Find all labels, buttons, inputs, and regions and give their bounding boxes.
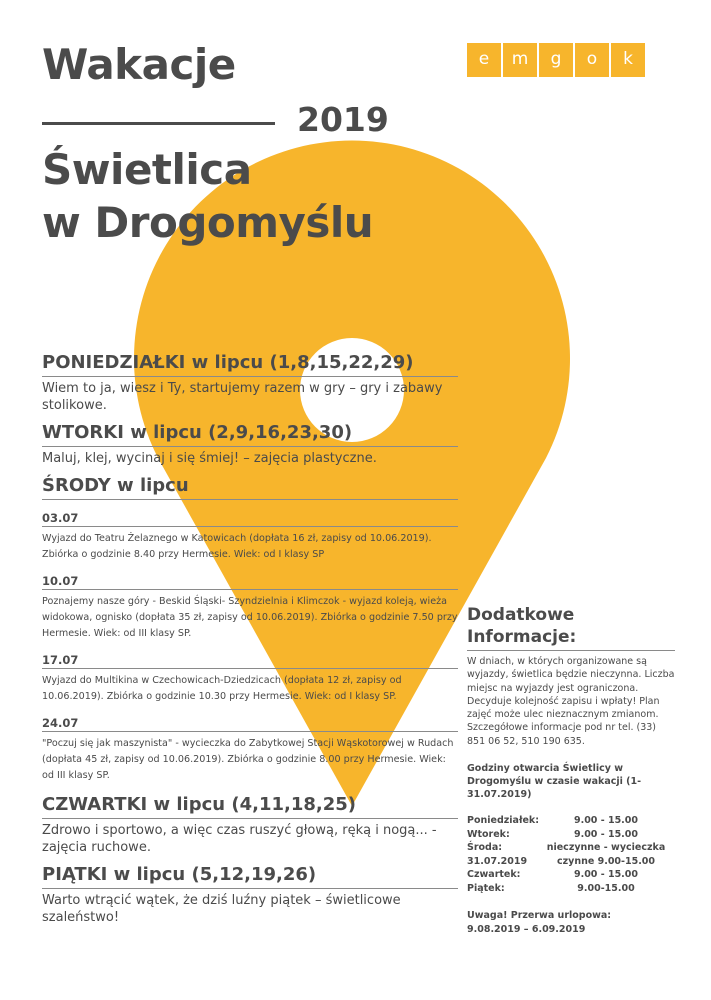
logo-letter: g <box>539 43 573 77</box>
text-monday: Wiem to ja, wiesz i Ty, startujemy razem w gry – gry i zabawy stolikowe. <box>42 381 443 413</box>
hours-day: Piątek: <box>467 882 505 894</box>
hours-time: 9.00 - 15.00 <box>573 828 639 840</box>
info-heading-line1: Dodatkowe <box>467 605 575 625</box>
schedule <box>42 350 458 932</box>
heading-tuesday: WTORKI w lipcu (2,9,16,23,30) <box>42 420 458 447</box>
hours-row <box>467 814 675 828</box>
additional-info <box>467 604 675 937</box>
title-location: w Drogomyślu <box>42 198 374 247</box>
heading-monday: PONIEDZIAŁKI w lipcu (1,8,15,22,29) <box>42 350 458 377</box>
break-dates: 9.08.2019 – 6.09.2019 <box>467 924 586 936</box>
logo-letter: k <box>611 43 645 77</box>
hours-row <box>467 882 675 896</box>
logo-letter: o <box>575 43 609 77</box>
hours-row <box>467 828 675 842</box>
text-friday: Warto wtrącić wątek, że dziś luźny piątek – świetlicowe szaleństwo! <box>42 893 401 925</box>
trip-date: 10.07 <box>42 573 458 590</box>
text-thursday: Zdrowo i sportowo, a więc czas ruszyć głową, ręką i nogą... - zajęcia ruchowe. <box>42 823 437 855</box>
hours-row <box>467 868 675 882</box>
trip-description: Wyjazd do Teatru Żelaznego w Katowicach (dopłata 16 zł, zapisy od 10.06.2019). Zbiórka o godzinie 8.40 przy Hermesie. Wiek: od I klasy SP <box>42 533 432 560</box>
heading-thursday: CZWARTKI w lipcu (4,11,18,25) <box>42 792 458 819</box>
title-wakacje: Wakacje <box>42 40 236 89</box>
trip-date: 03.07 <box>42 510 458 527</box>
info-heading <box>467 604 675 651</box>
hours-row <box>467 841 675 855</box>
break-label: Uwaga! Przerwa urlopowa: <box>467 910 612 922</box>
hours-day: Poniedziałek: <box>467 815 540 827</box>
hours-day: Środa: <box>467 842 503 854</box>
title-year: 2019 <box>297 100 389 139</box>
hours-day: 31.07.2019 <box>467 855 528 867</box>
info-text: W dniach, w których organizowane są wyjazdy, świetlica będzie nieczynna. Liczba miejsc na wyjazdy jest ograniczona. Decyduje kolejność zapisu i wpłaty! Plan zajęć może ulec nieznacznym zmianom. Szczegółowe informacje pod nr tel. (33) 851 06 52, 510 190 635. <box>467 656 675 747</box>
trip-date: 17.07 <box>42 652 458 669</box>
heading-wednesday: ŚRODY w lipcu <box>42 473 458 500</box>
emgok-logo <box>467 43 647 77</box>
logo-letter: m <box>503 43 537 77</box>
trip-description: Poznajemy nasze góry - Beskid Śląski- Szyndzielnia i Klimczok - wyjazd koleją, wieża widokowa, ognisko (dopłata 35 zł, zapisy od 10.06.2019). Zbiórka o godzinie 7.50 przy Hermesie. Wiek: od III klasy SP. <box>42 596 458 639</box>
text-tuesday: Maluj, klej, wycinaj i się śmiej! – zajęcia plastyczne. <box>42 451 377 466</box>
hours-day: Czwartek: <box>467 869 521 881</box>
hours-time: nieczynne - wycieczka <box>546 842 666 854</box>
trip-date: 24.07 <box>42 715 458 732</box>
hours-title: Godziny otwarcia Świetlicy w Drogomyślu w czasie wakacji (1-31.07.2019) <box>467 763 642 801</box>
title-divider <box>42 122 275 125</box>
trip-description: Wyjazd do Multikina w Czechowicach-Dziedzicach (dopłata 12 zł, zapisy od 10.06.2019). Zbiórka o godzinie 10.30 przy Hermesie. Wiek: od I klasy SP. <box>42 675 402 702</box>
title-swietlica: Świetlica <box>42 145 252 194</box>
info-heading-line2: Informacje: <box>467 627 577 647</box>
holiday-break <box>467 909 675 937</box>
hours-time: 9.00-15.00 <box>577 882 635 894</box>
trip-description: "Poczuj się jak maszynista" - wycieczka do Zabytkowej Stacji Wąskotorowej w Rudach (dopłata 45 zł, zapisy od 10.06.2019). Zbiórka o godzinie 8.00 przy Hermesie. Wiek: od III klasy SP. <box>42 738 454 781</box>
opening-hours <box>467 814 675 895</box>
hours-time: 9.00 - 15.00 <box>573 869 639 881</box>
hours-time: 9.00 - 15.00 <box>573 815 639 827</box>
heading-friday: PIĄTKI w lipcu (5,12,19,26) <box>42 862 458 889</box>
hours-row <box>467 855 675 869</box>
hours-time: czynne 9.00-15.00 <box>556 855 656 867</box>
hours-day: Wtorek: <box>467 828 510 840</box>
logo-letter: e <box>467 43 501 77</box>
